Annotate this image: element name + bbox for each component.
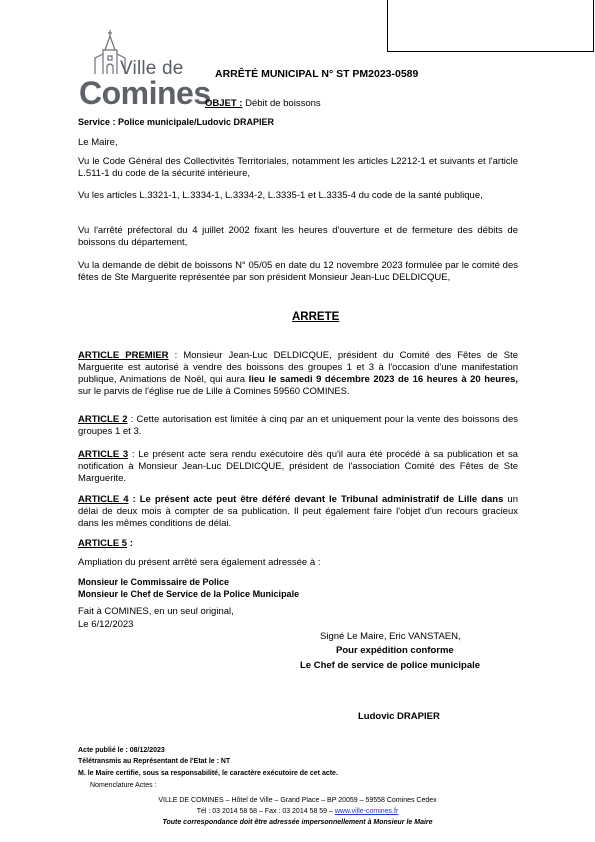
salutation: Le Maire, (78, 137, 118, 148)
fait-line: Fait à COMINES, en un seul original, (78, 606, 234, 617)
article-4-bold-text: : Le présent acte peut être déféré devant le Tribunal administratif de Lille dans (128, 494, 504, 505)
signatory-name: Ludovic DRAPIER (358, 711, 440, 722)
signature-line-2: Pour expédition conforme (336, 645, 454, 656)
recipient-1: Monsieur le Commissaire de Police (78, 577, 230, 587)
article-1-text-a: : Monsieur Jean-Luc DELDICQUE, président du Comité des Fêtes de Ste Marguerite est autorisé à vendre des boissons des groupes 1 et 3 à l'occasion d'une manifestation publique, Animations de Noël, qui aura (78, 350, 518, 385)
stamp-box (387, 0, 594, 52)
article-1-bold-date: lieu le samedi 9 décembre 2023 de 16 heures à 20 heures, (248, 374, 518, 385)
article-3-label: ARTICLE 3 (78, 449, 129, 460)
article-3-text: : Le présent acte sera rendu exécutoire dès qu'il aura été procédé à sa publication et sa notification à Monsieur Jean-Luc DELDICQUE, président de l'association Comité des Fêtes de Ste Marguerite. (78, 449, 518, 484)
vu-paragraph-3: Vu l'arrêté préfectoral du 4 juillet 2002 fixant les heures d'ouverture et de fermeture des débits de boissons du département, (78, 225, 518, 248)
subject-label: OBJET : (205, 98, 243, 109)
footer-address: VILLE DE COMINES – Hôtel de Ville – Grand Place – BP 20059 – 59558 Comines Cedex (158, 797, 437, 804)
service-line: Service : Police municipale/Ludovic DRAPIER (78, 117, 275, 127)
article-2-text: : Cette autorisation est limitée à cinq par an et uniquement pour la vente des boissons des groupes 1 et 3. (78, 414, 518, 437)
city-logo (79, 28, 211, 111)
article-2 (78, 414, 518, 438)
article-2-label: ARTICLE 2 (78, 414, 128, 425)
logo-ville-text: Ville de (120, 58, 184, 79)
footer-published: Acte publié le : 08/12/2023 (78, 747, 165, 754)
date-line: Le 6/12/2023 (78, 619, 134, 630)
decree-title: ARRÊTÉ MUNICIPAL N° ST PM2023-0589 (215, 68, 419, 80)
footer-phone: Tél : 03 2014 58 58 – Fax : 03 2014 58 59 – (196, 808, 335, 815)
arrete-heading: ARRETE (292, 311, 340, 323)
recipient-2: Monsieur le Chef de Service de la Police Municipale (78, 589, 300, 599)
article-5 (78, 538, 518, 550)
subject-line (205, 98, 321, 109)
logo-comines-text: Comines (79, 75, 211, 111)
vu-paragraph-2: Vu les articles L.3321-1, L.3334-1, L.3334-2, L.3335-1 et L.3335-4 du code de la santé publique, (78, 190, 483, 201)
article-5-label: ARTICLE 5 (78, 538, 128, 549)
subject-text: Débit de boissons (242, 98, 321, 109)
signature-line-3: Le Chef de service de police municipale (300, 660, 481, 671)
article-5-text: Ampliation du présent arrêté sera également adressée à : (78, 557, 321, 568)
article-1-label: ARTICLE PREMIER (78, 350, 169, 361)
signature-line-1: Signé Le Maire, Eric VANSTAEN, (320, 631, 461, 642)
footer-contact (0, 808, 595, 815)
footer-certified: M. le Maire certifie, sous sa responsabilité, le caractère exécutoire de cet acte. (78, 770, 338, 777)
article-3 (78, 449, 518, 485)
vu-paragraph-1: Vu le Code Général des Collectivités Territoriales, notamment les articles L2212-1 et suivants et l'article L.511-1 du code de la sécurité intérieure, (78, 156, 518, 179)
article-1 (78, 350, 518, 398)
footer-nomenclature: Nomenclature Actes : (90, 782, 157, 789)
article-4 (78, 494, 518, 530)
footer-website-link[interactable]: www.ville-comines.fr (334, 808, 399, 815)
article-5-colon: : (127, 538, 133, 549)
article-4-text: un délai de deux mois à compter de sa publication. Il peut également faire l'objet d'un recours gracieux dans les mêmes conditions de délai. (78, 494, 518, 529)
footer-transmitted: Télétransmis au Représentant de l'Etat le : NT (78, 758, 231, 765)
article-4-label: ARTICLE 4 (78, 494, 129, 505)
footer-mention: Toute correspondance doit être adressée impersonnellement à Monsieur le Maire (162, 819, 433, 826)
vu-paragraph-4: Vu la demande de débit de boissons N° 05/05 en date du 12 novembre 2023 formulée par le comité des fêtes de Ste Marguerite représentée par son président Monsieur Jean-Luc DELDICQUE, (78, 260, 518, 283)
article-1-text-c: sur le parvis de l'église rue de Lille à Comines 59560 COMINES. (78, 386, 350, 397)
